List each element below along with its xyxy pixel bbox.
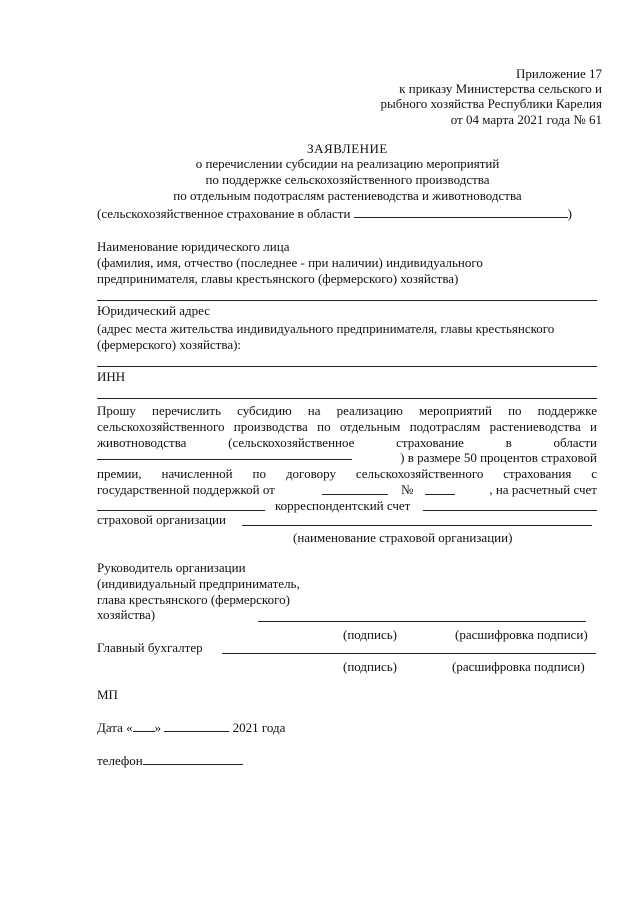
phone-line bbox=[97, 753, 243, 768]
request-line-4: ) в размере 50 процентов страховой bbox=[400, 450, 597, 465]
accountant-signature-caption: (подпись) bbox=[343, 659, 397, 674]
request-line-5: премии, начисленной по договору сельскохозяйственного страхования с bbox=[97, 466, 597, 481]
title-line-1: о перечислении субсидии на реализацию мероприятий bbox=[195, 156, 500, 171]
insurance-org-caption: (наименование страховой организации) bbox=[293, 530, 513, 545]
head-label-3: глава крестьянского (фермерского) bbox=[97, 592, 290, 607]
phone-field[interactable] bbox=[143, 753, 243, 765]
appendix-number: Приложение 17 bbox=[515, 66, 602, 81]
correspondent-account-label: корреспондентский счет bbox=[275, 498, 411, 513]
title-line-4 bbox=[97, 206, 572, 221]
legal-entity-hint-1: (фамилия, имя, отчество (последнее - при наличии) индивидуального bbox=[97, 255, 483, 270]
head-decode-caption: (расшифровка подписи) bbox=[455, 627, 588, 642]
document-title: ЗАЯВЛЕНИЕ bbox=[307, 141, 388, 156]
date-month-field[interactable] bbox=[164, 720, 229, 732]
address-hint-2: (фермерского) хозяйства): bbox=[97, 337, 242, 352]
order-date: от 04 марта 2021 года № 61 bbox=[450, 112, 602, 127]
title-line-3: по отдельным подотраслям растениеводства и животноводства bbox=[173, 188, 522, 203]
settlement-account-field[interactable] bbox=[97, 510, 265, 511]
request-line-3: животноводства (сельскохозяйственное страхование в области bbox=[97, 435, 597, 450]
date-mid: » bbox=[154, 720, 162, 735]
accountant-decode-caption: (расшифровка подписи) bbox=[452, 659, 585, 674]
head-signature-caption: (подпись) bbox=[343, 627, 397, 642]
date-prefix: Дата « bbox=[97, 720, 133, 735]
contract-number-field[interactable] bbox=[425, 494, 455, 495]
region-blank[interactable] bbox=[97, 459, 352, 460]
address-hint-1: (адрес места жительства индивидуального предпринимателя, главы крестьянского bbox=[97, 321, 555, 336]
address-field[interactable] bbox=[97, 366, 597, 367]
order-reference: к приказу Министерства сельского и bbox=[399, 81, 602, 96]
date-line bbox=[97, 720, 285, 735]
title-line-2: по поддержке сельскохозяйственного производства bbox=[205, 172, 490, 187]
region-field[interactable] bbox=[354, 206, 568, 218]
request-line-1: Прошу перечислить субсидию на реализацию мероприятий по поддержке bbox=[97, 403, 597, 418]
head-label-2: (индивидуальный предприниматель, bbox=[97, 576, 300, 591]
date-suffix: 2021 года bbox=[232, 720, 286, 735]
request-line-6-end: , на расчетный счет bbox=[489, 482, 597, 497]
inn-label: ИНН bbox=[97, 369, 126, 384]
address-label: Юридический адрес bbox=[97, 303, 211, 318]
head-label-1: Руководитель организации bbox=[97, 560, 246, 575]
contract-date-field[interactable] bbox=[322, 494, 388, 495]
request-line-2: сельскохозяйственного производства по отдельным подотраслям растениеводства и bbox=[97, 419, 597, 434]
stamp-place: МП bbox=[97, 687, 118, 702]
phone-label: телефон bbox=[97, 753, 143, 768]
insurance-org-label: страховой организации bbox=[97, 512, 226, 527]
legal-entity-label: Наименование юридического лица bbox=[97, 239, 290, 254]
region-prefix: (сельскохозяйственное страхование в области bbox=[97, 206, 351, 221]
head-signature-field[interactable] bbox=[258, 621, 586, 622]
number-sign: № bbox=[401, 482, 414, 497]
request-line-6-start: государственной поддержкой от bbox=[97, 482, 275, 497]
accountant-label: Главный бухгалтер bbox=[97, 640, 203, 655]
legal-entity-field[interactable] bbox=[97, 300, 597, 301]
legal-entity-hint-2: предпринимателя, главы крестьянского (фермерского) хозяйства) bbox=[97, 271, 459, 286]
region-suffix: ) bbox=[567, 206, 572, 221]
ministry-name: рыбного хозяйства Республики Карелия bbox=[380, 96, 602, 111]
head-label-4: хозяйства) bbox=[97, 607, 156, 622]
accountant-signature-field[interactable] bbox=[222, 653, 596, 654]
insurance-org-field[interactable] bbox=[242, 525, 592, 526]
inn-field[interactable] bbox=[97, 398, 597, 399]
date-day-field[interactable] bbox=[133, 720, 155, 732]
correspondent-account-field[interactable] bbox=[423, 510, 597, 511]
